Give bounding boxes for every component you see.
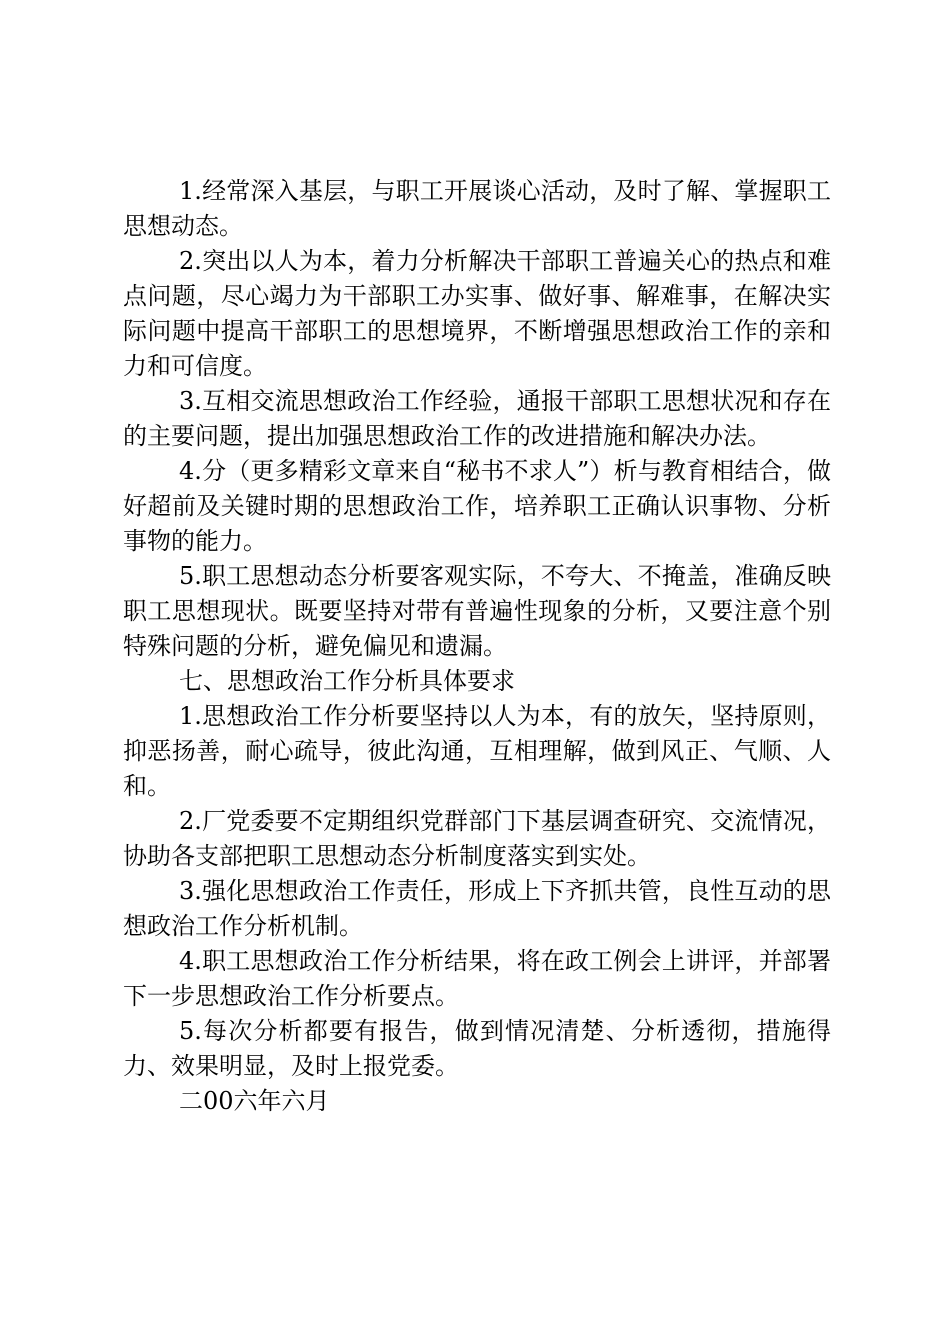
requirement-5: 5.每次分析都要有报告，做到情况清楚、分析透彻，措施得力、效果明显，及时上报党委。 xyxy=(123,1017,831,1080)
document-date: 二00六年六月 xyxy=(179,1087,330,1115)
document-body xyxy=(123,174,831,1119)
paragraph-2: 2.突出以人为本，着力分析解决干部职工普遍关心的热点和难点问题，尽心竭力为干部职工办实事、做好事、解难事，在解决实际问题中提高干部职工的思想境界，不断增强思想政治工作的亲和力和可信度。 xyxy=(123,247,831,380)
requirement-3: 3.强化思想政治工作责任，形成上下齐抓共管，良性互动的思想政治工作分析机制。 xyxy=(123,877,831,940)
requirement-4: 4.职工思想政治工作分析结果，将在政工例会上讲评，并部署下一步思想政治工作分析要点。 xyxy=(123,947,831,1010)
requirement-2: 2.厂党委要不定期组织党群部门下基层调查研究、交流情况，协助各支部把职工思想动态分析制度落实到实处。 xyxy=(123,807,831,870)
paragraph-1: 1.经常深入基层，与职工开展谈心活动，及时了解、掌握职工思想动态。 xyxy=(123,177,831,240)
requirement-1: 1.思想政治工作分析要坚持以人为本，有的放矢，坚持原则，抑恶扬善，耐心疏导，彼此沟通，互相理解，做到风正、气顺、人和。 xyxy=(123,702,831,800)
paragraph-3: 3.互相交流思想政治工作经验，通报干部职工思想状况和存在的主要问题，提出加强思想政治工作的改进措施和解决办法。 xyxy=(123,387,831,450)
section-heading-7: 七、思想政治工作分析具体要求 xyxy=(179,667,515,695)
paragraph-4: 4.分（更多精彩文章来自“秘书不求人”）析与教育相结合，做好超前及关键时期的思想政治工作，培养职工正确认识事物、分析事物的能力。 xyxy=(123,457,831,555)
paragraph-5: 5.职工思想动态分析要客观实际，不夸大、不掩盖，准确反映职工思想现状。既要坚持对带有普遍性现象的分析，又要注意个别特殊问题的分析，避免偏见和遗漏。 xyxy=(123,562,831,660)
